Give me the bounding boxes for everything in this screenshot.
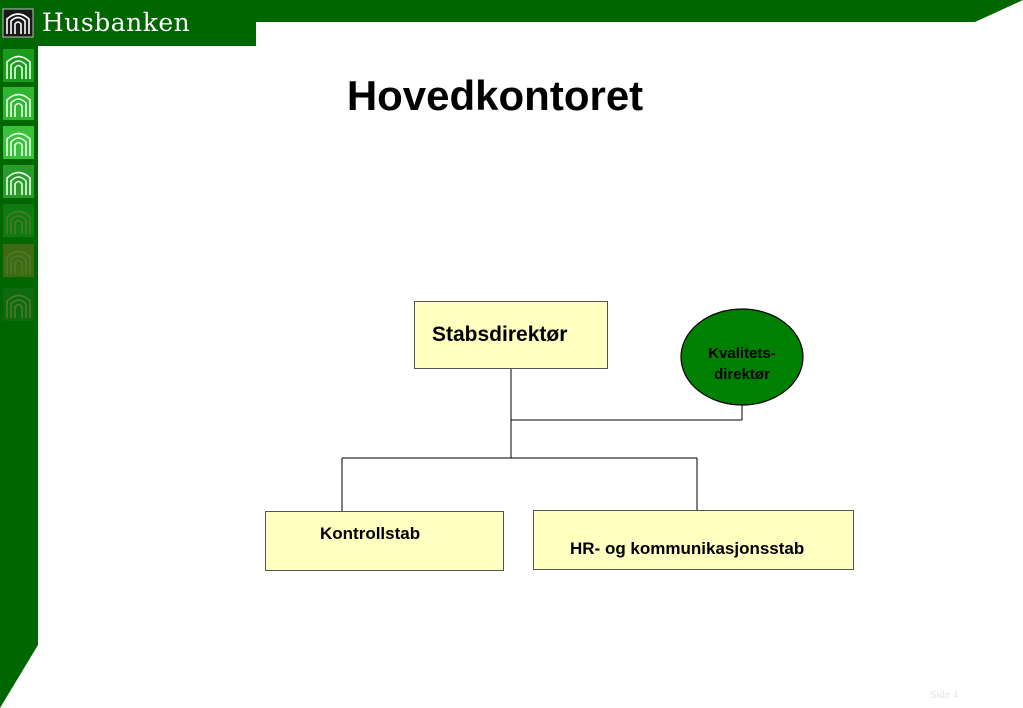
child-label-hr: HR- og kommunikasjonsstab [570,539,805,558]
advisor-label [677,343,807,385]
page-title: Hovedkontoret [346,72,644,119]
advisor-label-line-2: direktør [714,366,770,383]
child-label-kontrollstab: Kontrollstab [320,524,421,543]
brand-name: Husbanken [42,8,191,37]
root-label: Stabsdirektør [432,323,568,346]
page-number: Side 4 [930,690,959,701]
advisor-label-line-1: Kvalitets- [708,345,776,362]
